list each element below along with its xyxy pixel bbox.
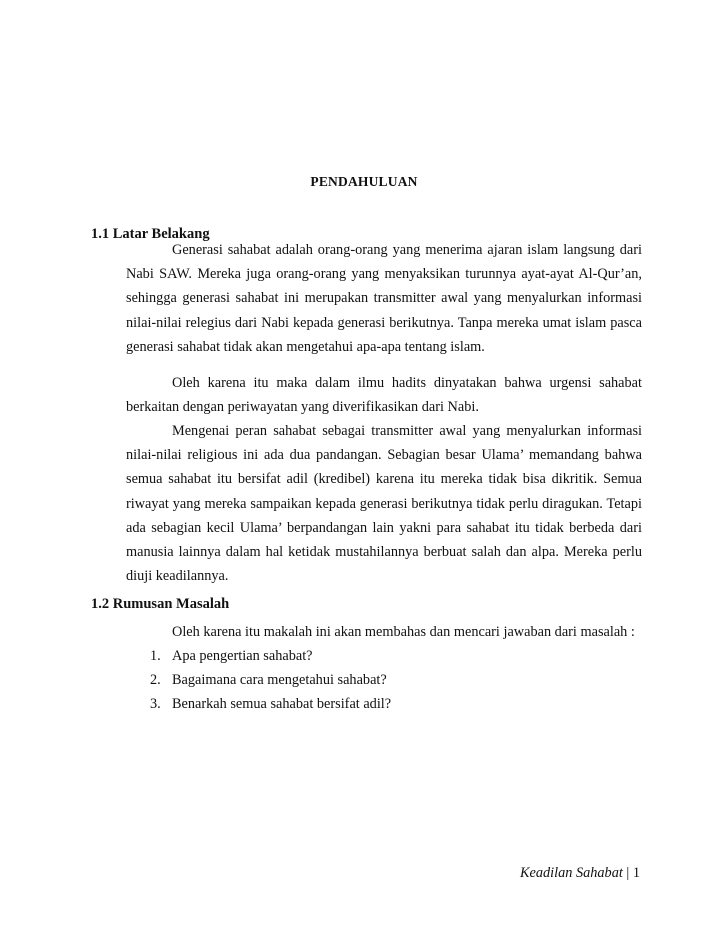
list-text: Bagaimana cara mengetahui sahabat? [172,672,387,689]
footer-source: Keadilan Sahabat [519,865,623,881]
page-title: PENDAHULUAN [310,174,418,189]
paragraph-3-text: Mengenai peran sahabat sebagai transmitter awal yang menyalurkan informasi nilai-nilai religious ini ada dua pandangan. Sebagian besar Ulama’ memandang bahwa semua sahabat itu bersifat adil (kredibel) karena itu mereka tidak bisa dikritik. Semua riwayat yang mereka sampaikan kepada generasi berikutnya tidak perlu diragukan. Tetapi ada sebagian kecil Ulama’ berpandangan lain yakni para sahabat itu tidak berbeda dari manusia lainnya dalam hal ketidak mustahilannya berbuat salah dan alpa. Mereka perlu diuji keadilannya. [126,423,642,585]
section-heading-rumusan-masalah: 1.2 Rumusan Masalah [91,596,230,612]
paragraph-2-text: Oleh karena itu maka dalam ilmu hadits dinyatakan bahwa urgensi sahabat berkaitan dengan periwayatan yang diverifikasikan dari Nabi. [126,375,642,416]
footer-separator: | [626,865,630,881]
list-number: 2. [150,672,161,689]
list-text: Benarkah semua sahabat bersifat adil? [172,696,392,713]
list-item [150,692,391,716]
paragraph-3 [126,419,642,588]
list-number: 3. [150,696,161,713]
page-number: 1 [632,865,640,881]
page-footer [520,865,640,882]
section-heading-latar-belakang: 1.1 Latar Belakang [91,226,210,242]
paragraph-1 [126,238,642,359]
section-2-intro: Oleh karena itu makalah ini akan membahas dan mencari jawaban dari masalah : [172,624,635,640]
question-list [150,644,391,717]
paragraph-1-text: Generasi sahabat adalah orang-orang yang menerima ajaran islam langsung dari Nabi SAW. Mereka juga orang-orang yang menyaksikan turunnya ayat-ayat Al-Qur’an, sehingga generasi sahabat ini merupakan transmitter awal yang menyalurkan informasi nilai-nilai relegius dari Nabi kepada generasi berikutnya. Tanpa mereka umat islam pasca generasi sahabat tidak akan mengetahui apa-apa tentang islam. [126,242,642,355]
list-number: 1. [150,648,161,664]
paragraph-2 [126,371,642,419]
list-item [150,668,391,692]
list-item [150,644,391,668]
list-text: Apa pengertian sahabat? [172,648,313,664]
